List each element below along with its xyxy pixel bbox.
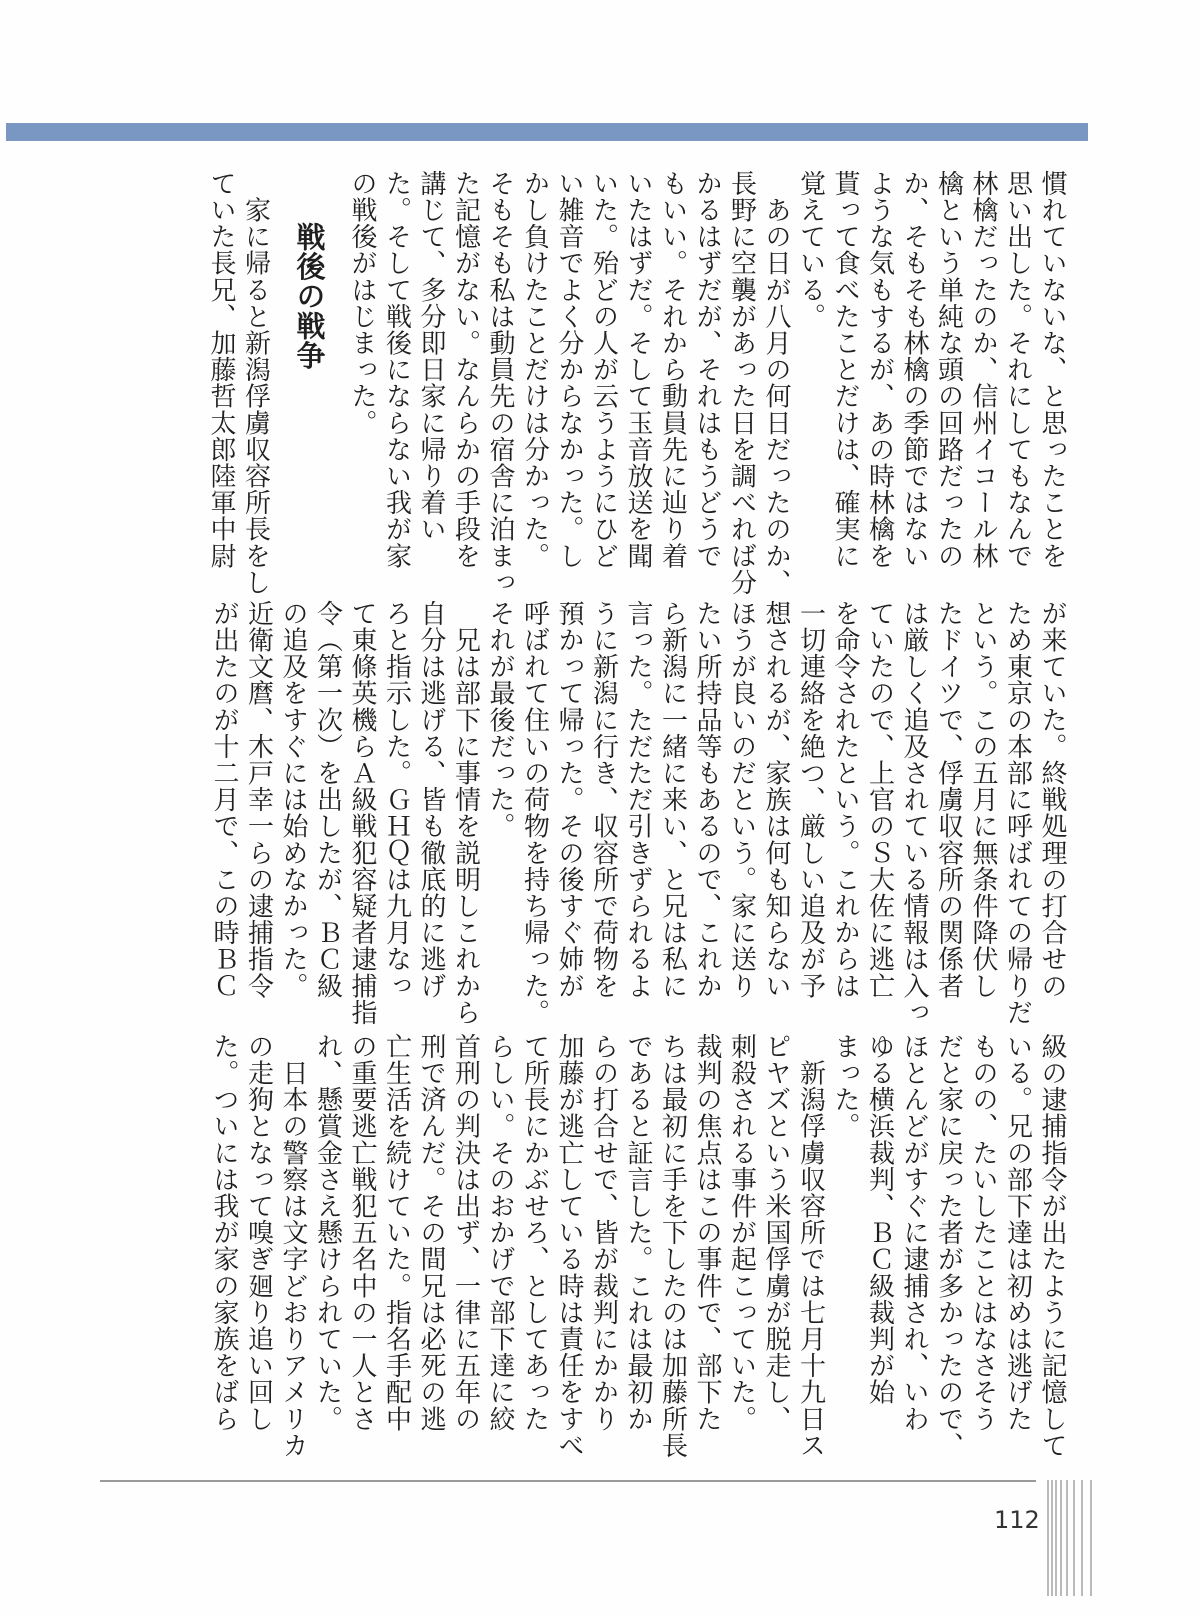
text-line: 近衛文麿、木戸幸一らの逮捕指令 [243, 600, 274, 999]
text-line: 林檎だったのか、信州イコール林 [968, 170, 998, 569]
text-line: の追及をすぐには始めなかった。 [278, 600, 308, 999]
text-line: か、そもそも林檎の季節ではない [899, 170, 929, 569]
text-line: 亡生活を続けていた。指名手配中 [381, 1033, 412, 1432]
text-line: ていた長兄、加藤哲太郎陸軍中尉 [206, 170, 236, 569]
text-line: そもそも私は動員先の宿舎に泊まっ [485, 170, 515, 596]
text-line: て所長にかぶせろ、としてあった [519, 1033, 550, 1432]
text-line: は厳しく追及されている情報は入っ [899, 600, 929, 1026]
text-line: が出たのが十二月で、この時ＢＣ [209, 600, 239, 999]
footer-rule [100, 1480, 1036, 1482]
text-line: 慣れていないな、と思ったことを [1037, 170, 1067, 569]
header-band [6, 123, 1088, 141]
text-line: 預かって帰った。その後すぐ姉が [554, 600, 584, 999]
text-line: 長野に空襲があった日を調べれば分 [726, 170, 757, 596]
text-line: 貰って食べたことだけは、確実に [830, 170, 860, 569]
text-line: いた。殆どの人が云うようにひど [588, 170, 619, 569]
text-line: あの日が八月の何日だったのか、 [761, 170, 791, 596]
text-line: という。この五月に無条件降伏し [968, 600, 998, 999]
text-tier-2 [206, 600, 1069, 1026]
text-line: 加藤が逃亡している時は責任をすべ [554, 1033, 584, 1459]
text-line: らの打合せで、皆が裁判にかかり [588, 1033, 619, 1432]
text-line: たい所持品等もあるので、これか [692, 600, 722, 999]
text-line: かるはずだが、それはもうどうで [692, 170, 722, 569]
text-tier-1 [203, 170, 1069, 596]
text-line: ら新潟に一緒に来い、と兄は私に [657, 600, 688, 999]
text-line: 言った。ただただ引きずられるよ [623, 600, 653, 999]
text-line: ものの、たいしたことはなさそう [968, 1033, 998, 1432]
text-line: それが最後だった。 [485, 600, 515, 840]
text-tier-3 [206, 1033, 1069, 1459]
text-line: ような気もするが、あの時林檎を [864, 170, 895, 569]
text-line: ゆる横浜裁判、ＢＣ級裁判が始 [864, 1033, 895, 1406]
text-line: 刺殺される事件が起こっていた。 [726, 1033, 757, 1432]
text-line: た。ついには我が家の家族をばら [209, 1033, 239, 1432]
text-line: ろと指示した。ＧＨＱは九月なっ [381, 600, 412, 999]
text-line: 一切連絡を絶つ、厳しい追及が予 [795, 600, 826, 999]
text-line: いる。兄の部下達は初めは逃げた [1002, 1033, 1033, 1432]
text-line: れ、懸賞金さえ懸けられていた。 [312, 1033, 343, 1432]
section-heading: 戦後の戦争 [292, 222, 327, 370]
text-line: ほとんどがすぐに逮捕され、いわ [899, 1033, 929, 1432]
text-line: た記憶がない。なんらかの手段を [450, 170, 481, 569]
text-line: ピヤズという米国俘虜が脱走し、 [761, 1033, 791, 1432]
text-line: が来ていた。終戦処理の打合せの [1037, 600, 1067, 999]
text-line: うに新潟に行き、収容所で荷物を [588, 600, 619, 999]
text-line: の重要逃亡戦犯五名中の一人とさ [347, 1033, 377, 1432]
text-line: 刑で済んだ。その間兄は必死の逃 [416, 1033, 446, 1432]
text-line: ほうが良いのだという。家に送り [726, 600, 757, 999]
text-line: ちは最初に手を下したのは加藤所長 [657, 1033, 688, 1459]
text-line: いたはずだ。そして玉音放送を聞 [623, 170, 653, 569]
text-line: 思い出した。それにしてもなんで [1002, 170, 1033, 569]
text-line: の戦後がはじまった。 [347, 170, 377, 436]
text-line: 首刑の判決は出ず、一律に五年の [450, 1033, 481, 1432]
text-line: 檎という単純な頭の回路だったの [933, 170, 964, 569]
text-line: もいい。それから動員先に辿り着 [657, 170, 688, 569]
text-line: 自分は逃げる、皆も徹底的に逃げ [416, 600, 446, 999]
text-line: 級の逮捕指令が出たように記憶して [1037, 1033, 1067, 1459]
text-line: 想されるが、家族は何も知らない [761, 600, 791, 999]
text-line: 覚えている。 [795, 170, 826, 330]
page-number: 112 [994, 1506, 1040, 1534]
text-line: た。そして戦後にならない我が家 [381, 170, 412, 569]
text-line: らしい。そのおかげで部下達に絞 [485, 1033, 515, 1432]
text-line: まった。 [830, 1033, 860, 1140]
text-line: 講じて、多分即日家に帰り着い [416, 170, 446, 543]
text-line: 日本の警察は文字どおりアメリカ [278, 1033, 308, 1459]
text-line: ため東京の本部に呼ばれての帰りだ [1002, 600, 1033, 1026]
text-line: を命令されたという。これからは [830, 600, 860, 999]
text-line: であると証言した。これは最初か [623, 1033, 653, 1432]
text-line: の走狗となって嗅ぎ廻り追い回し [243, 1033, 274, 1432]
text-line: 令（第一次）を出したが、ＢＣ級 [312, 600, 343, 999]
text-line: 兄は部下に事情を説明しこれから [450, 600, 481, 1026]
corner-stripes [1046, 1478, 1096, 1598]
text-line: い雑音でよく分からなかった。し [554, 170, 584, 569]
text-line: 呼ばれて住いの荷物を持ち帰った。 [519, 600, 550, 1026]
text-line: 新潟俘虜収容所では七月十九日ス [795, 1033, 826, 1459]
text-line: ていたので、上官のＳ大佐に逃亡 [864, 600, 895, 999]
text-line: たドイツで、俘虜収容所の関係者 [933, 600, 964, 999]
text-line: 家に帰ると新潟俘虜収容所長をし [240, 170, 271, 596]
text-line: だと家に戻った者が多かったので、 [933, 1033, 964, 1459]
text-line: かし負けたことだけは分かった。 [519, 170, 550, 569]
text-line: 裁判の焦点はこの事件で、部下た [692, 1033, 722, 1432]
text-line: て東條英機らＡ級戦犯容疑者逮捕指 [347, 600, 377, 1026]
